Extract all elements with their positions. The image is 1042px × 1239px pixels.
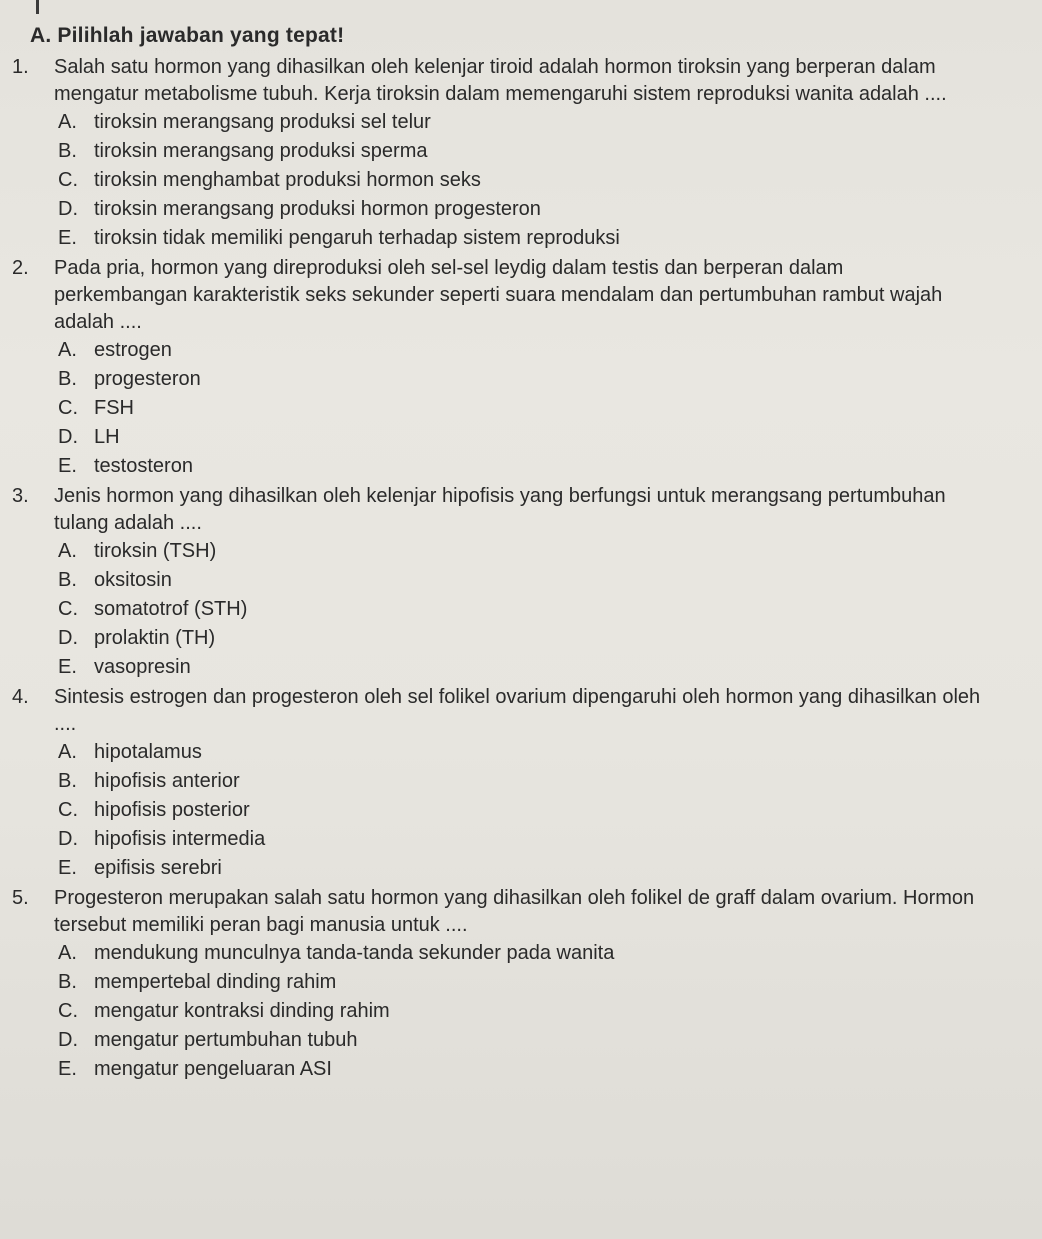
option-letter: C. [58,799,78,821]
answer-option [58,423,982,452]
answer-option [58,137,982,166]
answer-option [58,336,982,365]
option-letter: C. [58,1000,78,1022]
option-letter: E. [58,656,77,678]
option-text: tiroksin merangsang produksi sperma [94,140,428,162]
option-text: FSH [94,397,134,419]
question-list [12,54,982,1084]
question-stem: Pada pria, hormon yang direproduksi oleh sel-sel leydig dalam testis dan berperan dalam perkembangan karakteristik seks sekunder seperti suara mendalam dan pertumbuhan rambut wajah adalah .... [54,257,943,333]
question-number: 3. [12,485,29,507]
answer-option [58,825,982,854]
answer-option [58,796,982,825]
answer-option [58,738,982,767]
answer-options [58,336,982,481]
option-letter: A. [58,942,77,964]
question-stem: Sintesis estrogen dan progesteron oleh sel folikel ovarium dipengaruhi oleh hormon yang dihasilkan oleh .... [54,686,981,735]
question-2 [12,255,982,481]
answer-option [58,108,982,137]
answer-options [58,108,982,253]
answer-option [58,854,982,883]
option-text: somatotrof (STH) [94,598,248,620]
option-text: estrogen [94,339,172,361]
option-letter: D. [58,426,78,448]
question-text-row [12,483,982,537]
option-letter: A. [58,111,77,133]
option-letter: D. [58,198,78,220]
option-text: tiroksin tidak memiliki pengaruh terhadap sistem reproduksi [94,227,620,249]
option-text: hipofisis posterior [94,799,250,821]
answer-option [58,566,982,595]
question-stem: Salah satu hormon yang dihasilkan oleh kelenjar tiroid adalah hormon tiroksin yang berperan dalam mengatur metabolisme tubuh. Kerja tiroksin dalam memengaruhi sistem reproduksi wanita adalah .... [54,56,947,105]
question-text-row [12,684,982,738]
option-letter: C. [58,169,78,191]
answer-option [58,224,982,253]
option-text: epifisis serebri [94,857,222,879]
option-text: oksitosin [94,569,172,591]
option-text: mengatur pengeluaran ASI [94,1058,332,1080]
option-letter: C. [58,397,78,419]
answer-options [58,738,982,883]
question-5 [12,885,982,1084]
question-stem: Jenis hormon yang dihasilkan oleh kelenjar hipofisis yang berfungsi untuk merangsang pertumbuhan tulang adalah .... [54,485,946,534]
option-text: hipofisis anterior [94,770,240,792]
option-letter: E. [58,455,77,477]
option-letter: B. [58,971,77,993]
answer-option [58,195,982,224]
answer-options [58,939,982,1084]
answer-option [58,939,982,968]
question-stem: Progesteron merupakan salah satu hormon yang dihasilkan oleh folikel de graff dalam ovarium. Hormon tersebut memiliki peran bagi manusia untuk .... [54,887,975,936]
answer-option [58,537,982,566]
answer-option [58,997,982,1026]
option-letter: A. [58,540,77,562]
option-letter: E. [58,857,77,879]
option-letter: E. [58,1058,77,1080]
question-text-row [12,255,982,336]
option-text: prolaktin (TH) [94,627,216,649]
question-number: 1. [12,56,29,78]
question-number: 5. [12,887,29,909]
option-letter: B. [58,140,77,162]
option-text: tiroksin merangsang produksi sel telur [94,111,431,133]
option-letter: C. [58,598,78,620]
option-letter: D. [58,828,78,850]
option-letter: D. [58,627,78,649]
option-text: mengatur kontraksi dinding rahim [94,1000,390,1022]
option-text: hipotalamus [94,741,202,763]
question-number: 2. [12,257,29,279]
answer-option [58,1026,982,1055]
question-3 [12,483,982,682]
option-text: testosteron [94,455,193,477]
option-text: hipofisis intermedia [94,828,266,850]
option-text: mengatur pertumbuhan tubuh [94,1029,358,1051]
answer-option [58,653,982,682]
option-text: progesteron [94,368,201,390]
answer-option [58,166,982,195]
answer-option [58,394,982,423]
option-letter: B. [58,770,77,792]
option-text: mendukung munculnya tanda-tanda sekunder pada wanita [94,942,615,964]
answer-option [58,624,982,653]
answer-option [58,365,982,394]
option-text: vasopresin [94,656,191,678]
option-text: tiroksin merangsang produksi hormon progesteron [94,198,541,220]
answer-option [58,968,982,997]
option-text: LH [94,426,120,448]
option-letter: D. [58,1029,78,1051]
answer-options [58,537,982,682]
option-text: tiroksin menghambat produksi hormon seks [94,169,481,191]
answer-option [58,595,982,624]
option-letter: B. [58,368,77,390]
option-letter: A. [58,339,77,361]
answer-option [58,767,982,796]
question-text-row [12,885,982,939]
option-letter: B. [58,569,77,591]
question-4 [12,684,982,883]
answer-option [58,1055,982,1084]
answer-option [58,452,982,481]
option-letter: E. [58,227,77,249]
question-1 [12,54,982,253]
question-number: 4. [12,686,29,708]
question-text-row [12,54,982,108]
section-title: A. Pilihlah jawaban yang tepat! [30,24,345,47]
option-text: mempertebal dinding rahim [94,971,337,993]
option-text: tiroksin (TSH) [94,540,217,562]
option-letter: A. [58,741,77,763]
